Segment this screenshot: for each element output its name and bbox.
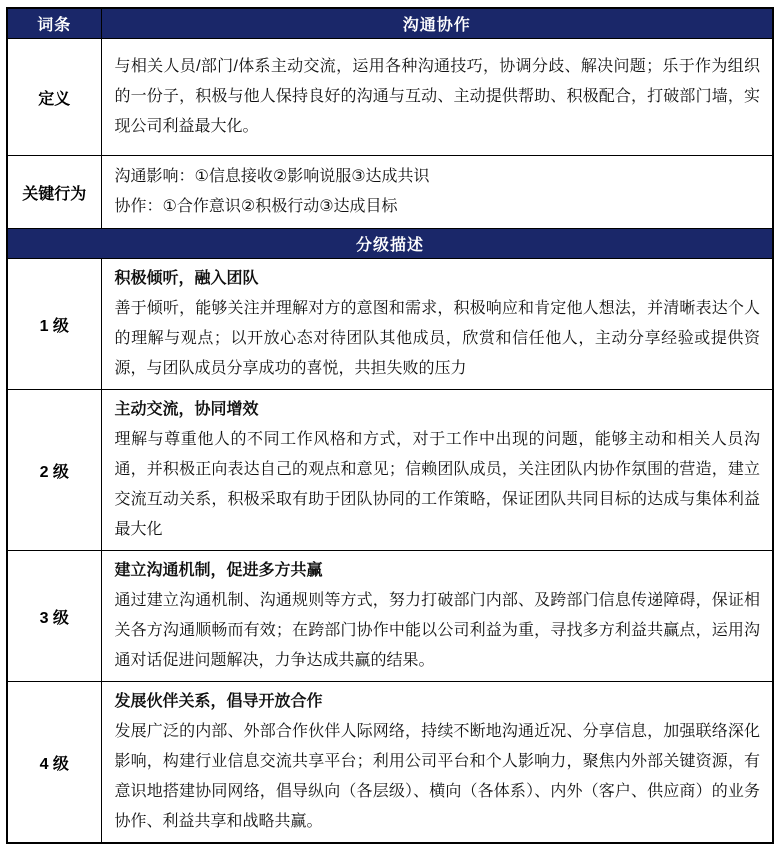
level-1-content [101,259,773,390]
level-3-title: 建立沟通机制，促进多方共赢 [114,562,323,579]
key-behaviors-line-communication: 沟通影响：①信息接收②影响说服③达成共识 [114,168,430,185]
level-3-description: 通过建立沟通机制、沟通规则等方式，努力打破部门内部、及跨部门信息传递障碍，保证相关各方沟通顺畅而有效；在跨部门协作中能以公司利益为重，寻找多方利益共赢点，运用沟通对话促进问题解决，力争达成共赢的结果。 [114,592,760,669]
level-2-content [101,390,773,551]
competency-table [6,7,774,844]
level-2-title: 主动交流，协同增效 [114,401,259,418]
term-header-label: 词条 [7,8,101,39]
term-header-row [7,8,773,39]
key-behaviors-text [101,156,773,229]
levels-header-cell: 分级描述 [7,229,773,259]
level-2-description: 理解与尊重他人的不同工作风格和方式，对于工作中出现的问题，能够主动和相关人员沟通，并积极正向表达自己的观点和意见；信赖团队成员，关注团队内协作氛围的营造，建立交流互动关系，积极采取有助于团队协同的工作策略，保证团队共同目标的达成与集体利益最大化 [114,431,760,538]
level-row-3 [7,551,773,682]
level-4-description: 发展广泛的内部、外部合作伙伴人际网络，持续不断地沟通近况、分享信息，加强联络深化影响，构建行业信息交流共享平台；利用公司平台和个人影响力，聚焦内外部关键资源，有意识地搭建协同网络，倡导纵向（各层级）、横向（各体系）、内外（客户、供应商）的业务协作、利益共享和战略共赢。 [114,723,760,830]
definition-text: 与相关人员/部门/体系主动交流，运用各种沟通技巧，协调分歧、解决问题；乐于作为组织的一份子，积极与他人保持良好的沟通与互动、主动提供帮助、积极配合，打破部门墙，实现公司利益最大化。 [101,39,773,156]
level-2-label: 2 级 [7,390,101,551]
level-4-content [101,682,773,844]
levels-header-row [7,229,773,259]
level-1-description: 善于倾听，能够关注并理解对方的意图和需求，积极响应和肯定他人想法，并清晰表达个人的理解与观点；以开放心态对待团队其他成员，欣赏和信任他人，主动分享经验或提供资源，与团队成员分享成功的喜悦，共担失败的压力 [114,300,760,377]
key-behaviors-row [7,156,773,229]
key-behaviors-line-collaboration: 协作：①合作意识②积极行动③达成目标 [114,198,398,215]
key-behaviors-label: 关键行为 [7,156,101,229]
level-3-label: 3 级 [7,551,101,682]
level-3-content [101,551,773,682]
level-row-4 [7,682,773,844]
definition-row [7,39,773,156]
level-1-title: 积极倾听，融入团队 [114,270,259,287]
level-row-1 [7,259,773,390]
level-4-title: 发展伙伴关系，倡导开放合作 [114,693,323,710]
definition-label: 定义 [7,39,101,156]
level-row-2 [7,390,773,551]
level-1-label: 1 级 [7,259,101,390]
term-header-value: 沟通协作 [101,8,773,39]
level-4-label: 4 级 [7,682,101,844]
